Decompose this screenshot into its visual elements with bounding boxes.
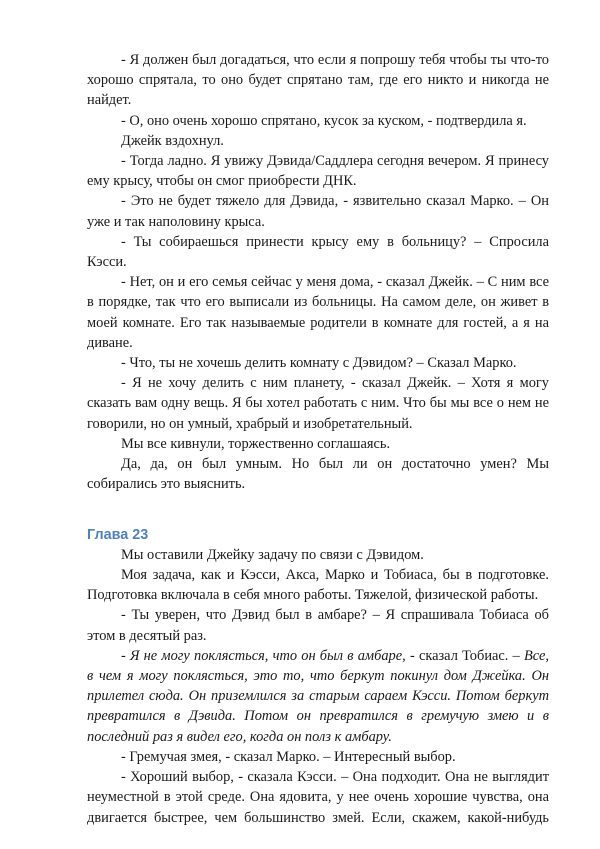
speech-attribution: - сказал Тобиас. bbox=[405, 647, 513, 664]
paragraph: - Ты собираешься принести крысу ему в больницу? – Спросила Кэсси. bbox=[87, 233, 549, 271]
paragraph: Мы оставили Джейку задачу по связи с Дэвидом. bbox=[121, 546, 424, 563]
italic-paragraph bbox=[87, 646, 549, 747]
paragraph: - Я не хочу делить с ним планету, - сказал Джейк. – Хотя я могу сказать вам одну вещь. Я бы хотел работать с ним. Что бы мы все о нем не говорили, но он умный, храбрый и изобретательный. bbox=[87, 375, 549, 432]
section-gap bbox=[87, 515, 549, 525]
paragraph: - Нет, он и его семья сейчас у меня дома, - сказал Джейк. – С ним все в порядке, так что его выписали из больницы. На самом деле, он живет в моей комнате. Его так называемые родители в комнате для гостей, а я на диване. bbox=[87, 274, 549, 351]
paragraph: Джейк вздохнул. bbox=[121, 132, 224, 149]
chapter-heading: Глава 23 bbox=[87, 526, 149, 543]
page-text bbox=[87, 50, 549, 828]
paragraph: - Тогда ладно. Я увижу Дэвида/Саддлера сегодня вечером. Я принесу ему крысу, чтобы он смог приобрести ДНК. bbox=[87, 153, 549, 190]
paragraph: - Гремучая змея, - сказал Марко. – Интересный выбор. bbox=[121, 748, 456, 765]
paragraph: - Ты уверен, что Дэвид был в амбаре? – Я спрашивала Тобиаса об этом в десятый раз. bbox=[87, 607, 549, 644]
italic-speech: - Я не могу поклясться, что он был в амбаре, bbox=[121, 647, 406, 664]
section-gap bbox=[87, 494, 549, 514]
paragraph: Мы все кивнули, торжественно соглашаясь. bbox=[121, 435, 391, 452]
italic-speech: – Все, в чем я могу поклясться, это то, что беркут покинул дом Джейка. Он прилетел сюда. Он приземлился за старым сараем Кэсси. Потом беркут превратился в Дэвида. Потом он превратился в гремучую змею и в последний раз я видел его, когда он полз к амбару. bbox=[87, 647, 549, 745]
paragraph: - О, оно очень хорошо спрятано, кусок за куском, - подтвердила я. bbox=[121, 112, 527, 129]
paragraph: - Я должен был догадаться, что если я попрошу тебя чтобы ты что-то хорошо спрятала, то оно будет спрятано там, где его никто и никогда не найдет. bbox=[87, 52, 549, 109]
paragraph: - Хороший выбор, - сказала Кэсси. – Она подходит. Она не выглядит неуместной в этой среде. Она ядовита, у нее очень хорошие чувства, она двигается быстрее, чем большинство змей. Если, скажем, какой-нибудь bbox=[87, 769, 549, 826]
paragraph: Моя задача, как и Кэсси, Акса, Марко и Тобиаса, бы в подготовке. Подготовка включала в себя много работы. Тяжелой, физической работы. bbox=[87, 567, 549, 604]
paragraph: - Это не будет тяжело для Дэвида, - язвительно сказал Марко. – Он уже и так наполовину крыса. bbox=[87, 193, 549, 230]
paragraph: Да, да, он был умным. Но был ли он достаточно умен? Мы собирались это выяснить. bbox=[87, 456, 549, 493]
paragraph: - Что, ты не хочешь делить комнату с Дэвидом? – Сказал Марко. bbox=[121, 355, 517, 372]
